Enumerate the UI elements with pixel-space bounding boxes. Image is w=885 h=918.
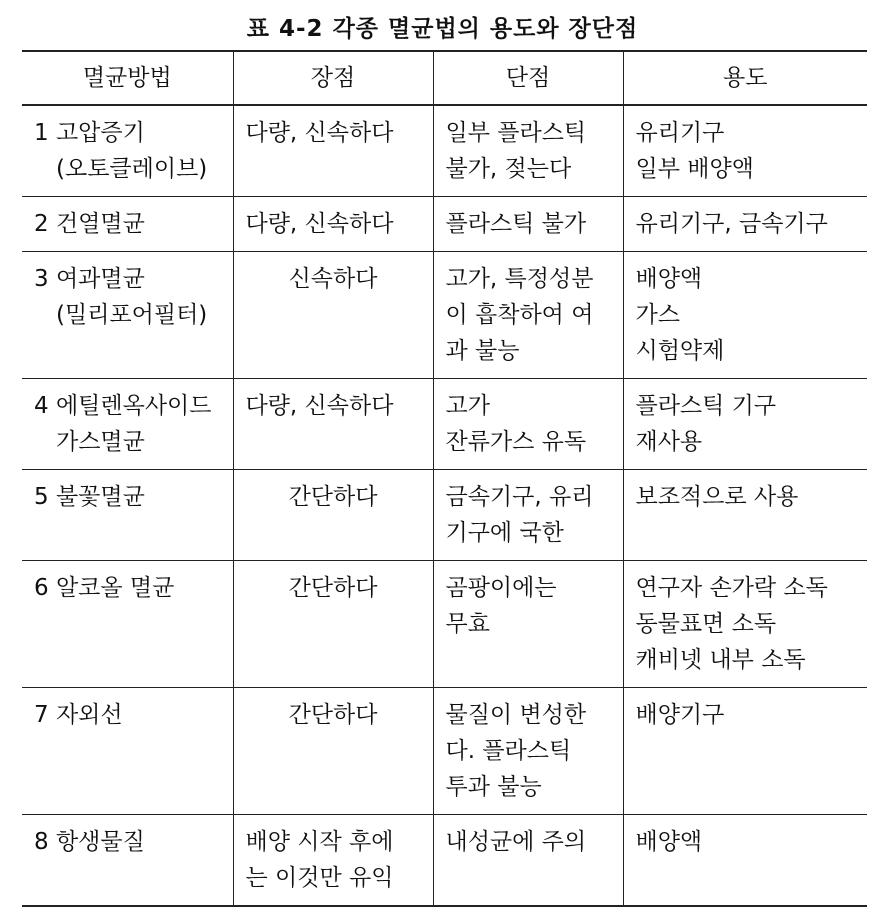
cell-line: 다. 플라스틱 <box>445 738 572 764</box>
cell-line: 배양액 <box>635 829 703 855</box>
cell-line: 2 건열멸균 <box>34 211 145 237</box>
cell-use <box>623 197 867 252</box>
cell-line: 과 불능 <box>445 338 520 364</box>
cell-line: 다량, 신속하다 <box>245 211 394 237</box>
cell-line: 동물표면 소독 <box>635 611 777 637</box>
cell-line: 6 알코올 멸균 <box>34 575 175 601</box>
cell-demerit <box>433 105 623 197</box>
header-row <box>22 51 867 105</box>
cell-line: 투과 불능 <box>445 774 542 800</box>
cell-line: 는 이것만 유익 <box>245 865 394 891</box>
table-row <box>22 815 867 907</box>
cell-line: 일부 플라스틱 <box>445 120 587 146</box>
cell-line: 플라스틱 불가 <box>445 211 587 237</box>
cell-line: 연구자 손가락 소독 <box>635 575 828 601</box>
cell-line: 신속하다 <box>288 266 378 292</box>
cell-line: 잔류가스 유독 <box>445 429 587 455</box>
cell-line: 간단하다 <box>288 484 378 510</box>
cell-merit <box>233 252 433 379</box>
cell-merit <box>233 197 433 252</box>
cell-method <box>22 470 233 561</box>
cell-line: 일부 배양액 <box>635 156 754 182</box>
cell-line: 간단하다 <box>288 702 378 728</box>
table-row <box>22 197 867 252</box>
cell-line: 금속기구, 유리 <box>445 484 594 510</box>
cell-use <box>623 561 867 688</box>
cell-line: 이 흡착하여 여 <box>445 302 594 328</box>
cell-line: 배양액 <box>635 266 703 292</box>
table-row <box>22 688 867 815</box>
cell-demerit <box>433 197 623 252</box>
table-row <box>22 561 867 688</box>
cell-merit <box>233 105 433 197</box>
header-method: 멸균방법 <box>22 51 233 105</box>
header-use: 용도 <box>623 51 867 105</box>
cell-line: 불가, 젖는다 <box>445 156 572 182</box>
cell-line: 8 항생물질 <box>34 829 145 855</box>
cell-method <box>22 197 233 252</box>
cell-method <box>22 252 233 379</box>
table-row <box>22 379 867 470</box>
cell-line: 5 불꽃멸균 <box>34 484 145 510</box>
cell-line: 물질이 변성한 <box>445 702 587 728</box>
cell-use <box>623 470 867 561</box>
cell-line: 1 고압증기 <box>34 120 145 146</box>
cell-line: 보조적으로 사용 <box>635 484 799 510</box>
cell-use <box>623 252 867 379</box>
sterilization-table <box>22 50 867 907</box>
cell-line: 4 에틸렌옥사이드 <box>34 393 212 419</box>
cell-line: 다량, 신속하다 <box>245 120 394 146</box>
cell-use <box>623 688 867 815</box>
table-caption: 표 4-2 각종 멸균법의 용도와 장단점 <box>246 16 639 42</box>
cell-method <box>22 815 233 907</box>
cell-line: 배양 시작 후에 <box>245 829 394 855</box>
cell-line: 곰팡이에는 <box>445 575 557 601</box>
header-merit: 장점 <box>233 51 433 105</box>
cell-line: 시험약제 <box>635 338 725 364</box>
cell-line: 간단하다 <box>288 575 378 601</box>
cell-demerit <box>433 379 623 470</box>
header-demerit: 단점 <box>433 51 623 105</box>
cell-demerit <box>433 252 623 379</box>
cell-demerit <box>433 561 623 688</box>
cell-line: 가스멸균 <box>56 429 145 455</box>
cell-method <box>22 688 233 815</box>
cell-use <box>623 105 867 197</box>
table-row <box>22 252 867 379</box>
cell-merit <box>233 470 433 561</box>
cell-method <box>22 561 233 688</box>
cell-line: 유리기구 <box>635 120 725 146</box>
cell-line: 3 여과멸균 <box>34 266 145 292</box>
cell-line: 재사용 <box>635 429 703 455</box>
cell-method <box>22 379 233 470</box>
table-row <box>22 470 867 561</box>
cell-line: 기구에 국한 <box>445 520 564 546</box>
cell-use <box>623 815 867 907</box>
cell-line: 배양기구 <box>635 702 725 728</box>
cell-line: 7 자외선 <box>34 702 123 728</box>
cell-line: 무효 <box>445 611 490 637</box>
cell-demerit <box>433 688 623 815</box>
cell-merit <box>233 688 433 815</box>
cell-method <box>22 105 233 197</box>
cell-line: (밀리포어필터) <box>56 302 208 328</box>
cell-line: 내성균에 주의 <box>445 829 587 855</box>
cell-line: 플라스틱 기구 <box>635 393 777 419</box>
cell-merit <box>233 561 433 688</box>
cell-line: 가스 <box>635 302 680 328</box>
cell-line: 고가, 특정성분 <box>445 266 594 292</box>
cell-line: 다량, 신속하다 <box>245 393 394 419</box>
cell-use <box>623 379 867 470</box>
cell-demerit <box>433 815 623 907</box>
cell-line: (오토클레이브) <box>56 156 208 182</box>
cell-merit <box>233 379 433 470</box>
cell-merit <box>233 815 433 907</box>
cell-line: 유리기구, 금속기구 <box>635 211 828 237</box>
table-row <box>22 105 867 197</box>
cell-line: 캐비넷 내부 소독 <box>635 647 806 673</box>
cell-demerit <box>433 470 623 561</box>
cell-line: 고가 <box>445 393 490 419</box>
